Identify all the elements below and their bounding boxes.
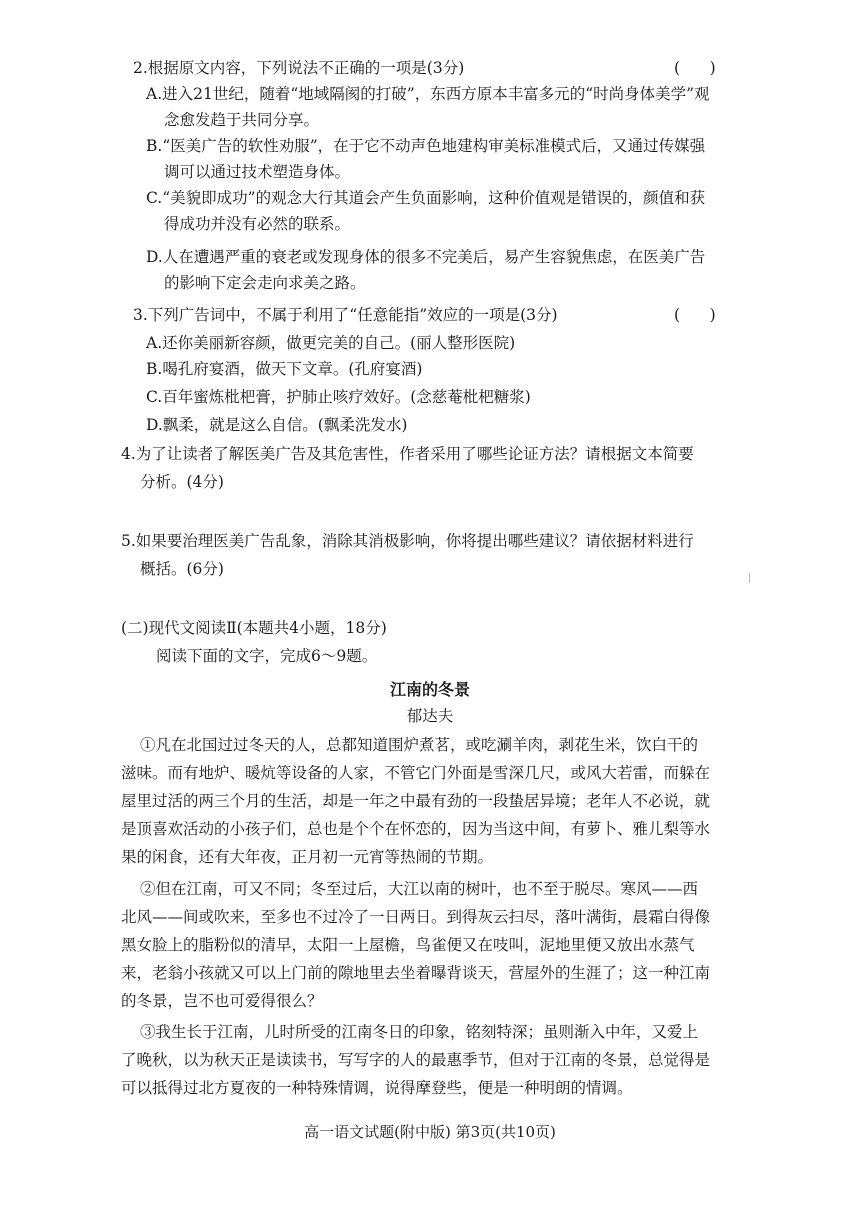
q3-option-a: A.还你美丽新容颜，做更完美的自己。(丽人整形医院) — [146, 334, 516, 352]
q2-option-c-line2: 得成功并没有必然的联系。 — [164, 215, 351, 233]
q2-stem: 2.根据原文内容，下列说法不正确的一项是(3分) — [133, 59, 465, 77]
q4-line2: 分析。(4分) — [140, 473, 224, 491]
q5-line1: 5.如果要治理医美广告乱象，消除其消极影响，你将提出哪些建议？请依据材料进行 — [121, 532, 694, 550]
q2-option-d-line1: D.人在遭遇严重的衰老或发现身体的很多不完美后，易产生容貌焦虑，在医美广告 — [146, 248, 706, 266]
article-p2-line3: 黑女脸上的脂粉似的清早，太阳一上屋檐，鸟雀便又在吱叫，泥地里便又放出水蒸气 — [121, 936, 695, 954]
scan-mark — [749, 573, 750, 583]
q3-stem: 3.下列广告词中，不属于利用了“任意能指”效应的一项是(3分) — [133, 306, 558, 324]
section2-instruction: 阅读下面的文字，完成6～9题。 — [156, 647, 378, 665]
q2-option-d-line2: 的影响下定会走向求美之路。 — [164, 274, 366, 292]
article-p1-line4: 是顶喜欢活动的小孩子们，总也是个个在怀恋的，因为当这中间，有萝卜、雅儿梨等水 — [121, 820, 711, 838]
q3-answer-bracket: ( ) — [674, 306, 716, 324]
article-p2-line2: 北风——间或吹来，至多也不过冷了一日两日。到得灰云扫尽，落叶满街，晨霜白得像 — [121, 908, 711, 926]
q2-option-b-line1: B.“医美广告的软性劝服”，在于它不动声色地建构审美标准模式后，又通过传媒强 — [146, 137, 706, 155]
q2-answer-bracket: ( ) — [674, 59, 716, 77]
page-footer: 高一语文试题(附中版) 第3页(共10页) — [304, 1123, 556, 1141]
q3-option-b: B.喝孔府宴酒，做天下文章。(孔府宴酒) — [146, 360, 423, 378]
article-p1-line1: ①凡在北国过过冬天的人，总都知道围炉煮茗，或吃涮羊肉，剥花生米，饮白干的 — [140, 736, 699, 754]
article-p3-line3: 可以抵得过北方夏夜的一种特殊情调，说得摩登些，便是一种明朗的情调。 — [121, 1079, 633, 1097]
article-p2-line4: 来，老翁小孩就又可以上门前的隙地里去坐着曝背谈天，营屋外的生涯了；这一种江南 — [121, 964, 711, 982]
article-p1-line3: 屋里过活的两三个月的生活，却是一年之中最有劲的一段蛰居异境；老年人不必说，就 — [121, 792, 711, 810]
q5-line2: 概括。(6分) — [140, 560, 224, 578]
article-p3-line2: 了晚秋，以为秋天正是读读书，写写字的人的最惠季节，但对于江南的冬景，总觉得是 — [121, 1051, 711, 1069]
section2-heading: (二)现代文阅读Ⅱ(本题共4小题，18分) — [121, 619, 387, 637]
q2-option-a-line2: 念愈发趋于共同分享。 — [164, 111, 320, 129]
q2-option-c-line1: C.“美貌即成功”的观念大行其道会产生负面影响，这种价值观是错误的，颜值和获 — [146, 189, 706, 207]
q2-option-b-line2: 调可以通过技术塑造身体。 — [164, 163, 351, 181]
q3-option-c: C.百年蜜炼枇杷膏，护肺止咳疗效好。(念慈菴枇杷糖浆) — [146, 388, 531, 406]
article-p3-line1: ③我生长于江南，儿时所受的江南冬日的印象，铭刻特深；虽则渐入中年，又爱上 — [140, 1023, 699, 1041]
article-p1-line5: 果的闲食，还有大年夜，正月初一元宵等热闹的节期。 — [121, 848, 494, 866]
article-author: 郁达夫 — [406, 707, 454, 725]
q4-line1: 4.为了让读者了解医美广告及其危害性，作者采用了哪些论证方法？请根据文本简要 — [121, 445, 694, 463]
article-p2-line5: 的冬景，岂不也可爱得很么？ — [121, 992, 323, 1010]
article-p1-line2: 滋味。而有地炉、暖炕等设备的人家，不管它门外面是雪深几尺，或风大若雷，而躲在 — [121, 764, 711, 782]
article-title: 江南的冬景 — [389, 680, 470, 699]
q2-option-a-line1: A.进入21世纪，随着“地域隔阂的打破”，东西方原本丰富多元的“时尚身体美学”观 — [146, 85, 710, 103]
article-p2-line1: ②但在江南，可又不同；冬至过后，大江以南的树叶，也不至于脱尽。寒风——西 — [140, 880, 699, 898]
q3-option-d: D.飘柔，就是这么自信。(飘柔洗发水) — [146, 416, 408, 434]
